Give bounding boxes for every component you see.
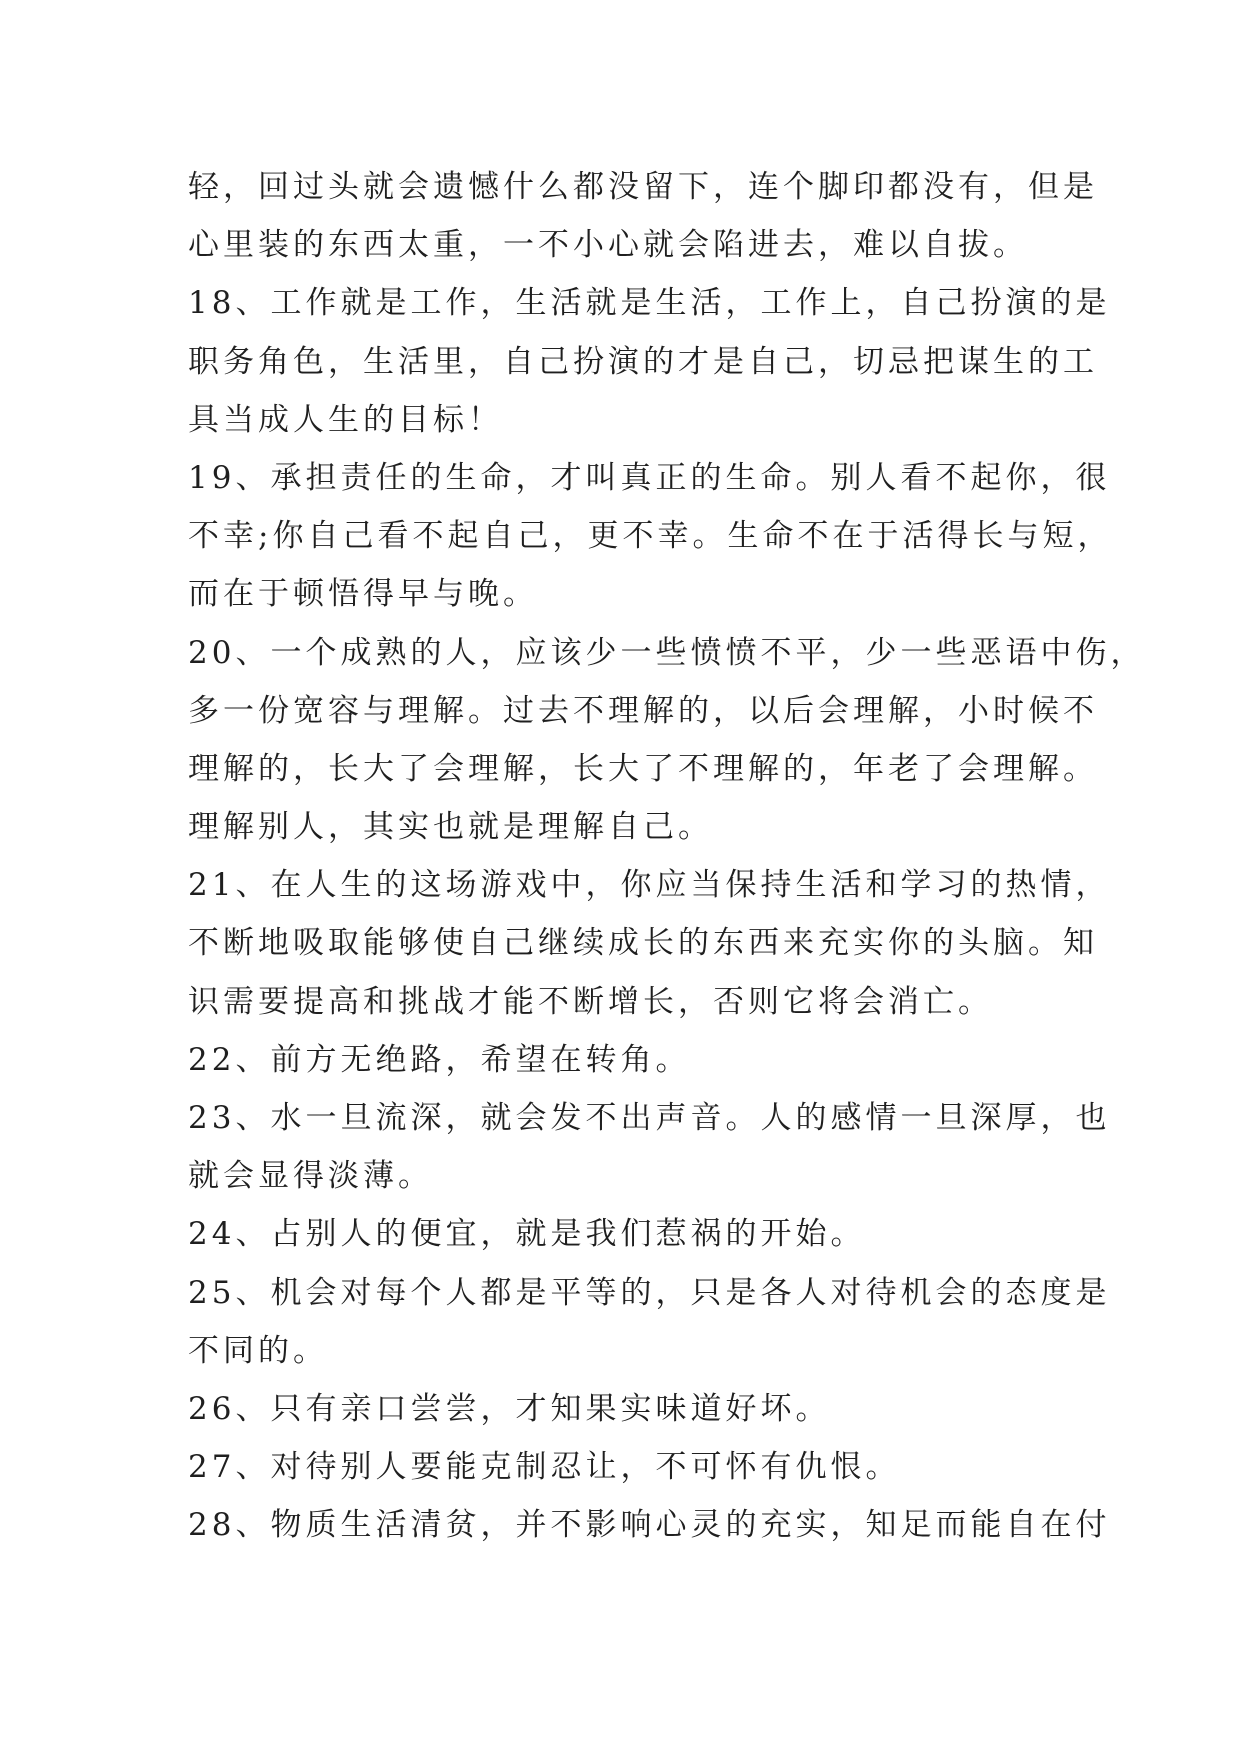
text-line: 19、承担责任的生命，才叫真正的生命。别人看不起你，很 [188, 459, 1111, 496]
text-line: 具当成人生的目标！ [188, 401, 503, 438]
text-line: 就会显得淡薄。 [188, 1158, 433, 1195]
text-line: 轻，回过头就会遗憾什么都没留下，连个脚印都没有，但是 [188, 169, 1098, 205]
text-line: 21、在人生的这场游戏中，你应当保持生活和学习的热情， [188, 867, 1111, 904]
text-line: 25、机会对每个人都是平等的，只是各人对待机会的态度是 [188, 1274, 1111, 1311]
text-line: 心里装的东西太重，一不小心就会陷进去，难以自拔。 [188, 227, 1028, 264]
text-line: 27、对待别人要能克制忍让，不可怀有仇恨。 [188, 1449, 901, 1486]
text-line: 18、工作就是工作，生活就是生活，工作上，自己扮演的是 [188, 285, 1111, 322]
text-line: 理解的，长大了会理解，长大了不理解的，年老了会理解。 [188, 750, 1098, 787]
text-line: 26、只有亲口尝尝，才知果实味道好坏。 [188, 1390, 831, 1427]
text-line: 不幸;你自己看不起自己，更不幸。生命不在于活得长与短， [188, 518, 1113, 555]
text-line: 识需要提高和挑战才能不断增长，否则它将会消亡。 [188, 983, 993, 1020]
document-body [188, 158, 1146, 1555]
text-line: 不同的。 [188, 1332, 328, 1369]
text-line: 28、物质生活清贫，并不影响心灵的充实，知足而能自在付 [188, 1507, 1111, 1544]
text-line: 多一份宽容与理解。过去不理解的，以后会理解，小时候不 [188, 692, 1098, 729]
text-line: 不断地吸取能够使自己继续成长的东西来充实你的头脑。知 [188, 925, 1098, 962]
text-line: 22、前方无绝路，希望在转角。 [188, 1041, 691, 1078]
text-line: 24、占别人的便宜，就是我们惹祸的开始。 [188, 1216, 866, 1253]
text-line: 23、水一旦流深，就会发不出声音。人的感情一旦深厚，也 [188, 1100, 1111, 1136]
text-line: 20、一个成熟的人，应该少一些愤愤不平，少一些恶语中伤， [188, 634, 1146, 671]
text-line: 职务角色，生活里，自己扮演的才是自己，切忌把谋生的工 [188, 343, 1098, 380]
text-line: 而在于顿悟得早与晚。 [188, 576, 538, 613]
text-line: 理解别人，其实也就是理解自己。 [188, 809, 713, 846]
